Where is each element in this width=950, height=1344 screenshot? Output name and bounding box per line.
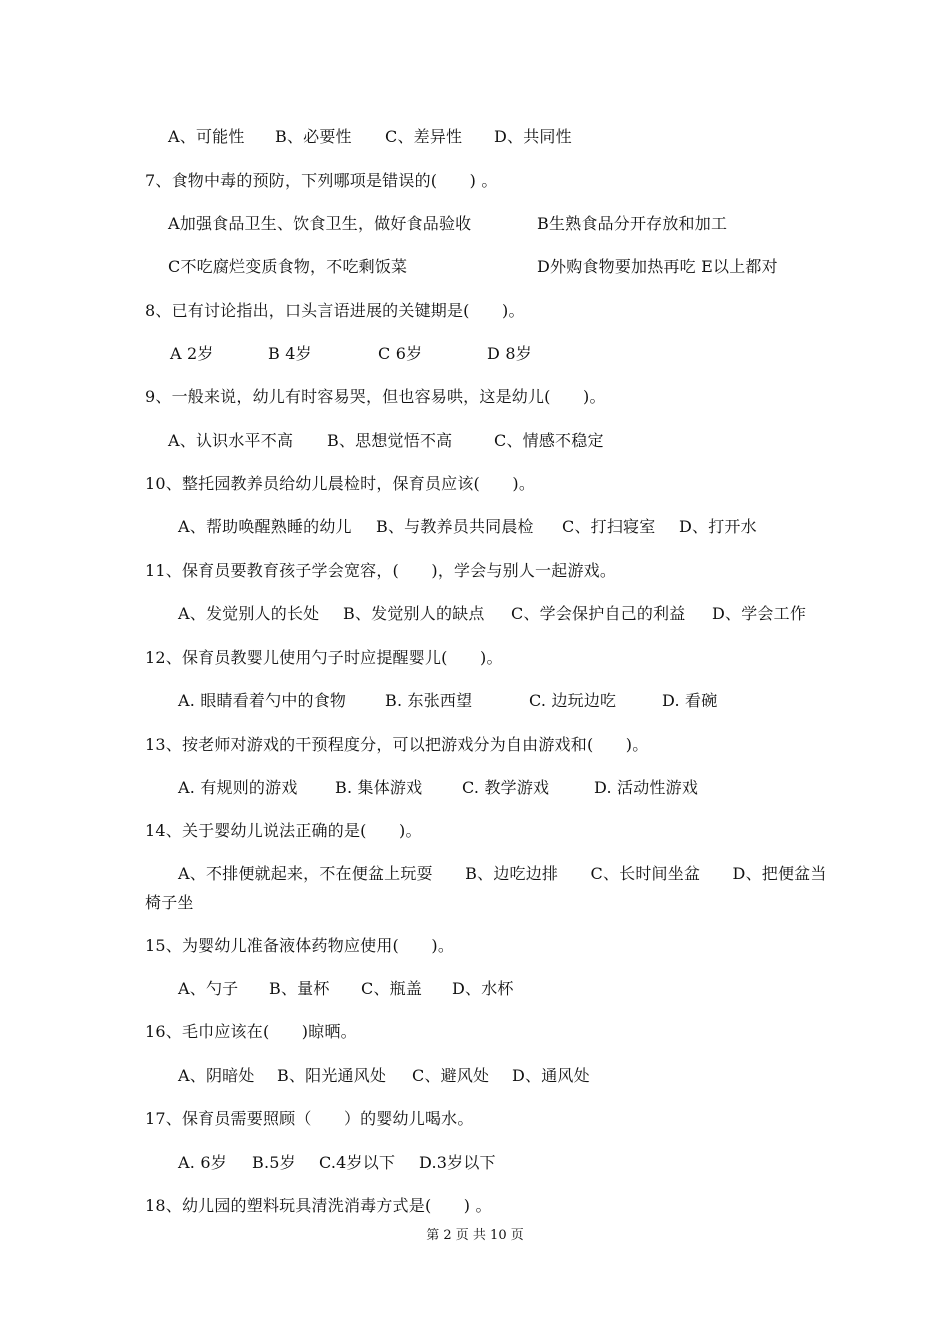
q6-option-a: A、可能性 [168,127,245,146]
q8-option-c: C 6岁 [378,344,423,363]
q12-option-c: C. 边玩边吃 [529,691,617,710]
q11-option-b: B、发觉别人的缺点 [343,604,485,623]
q7-option-a: A加强食品卫生、饮食卫生，做好食品验收 [168,214,472,233]
q8-option-b: B 4岁 [268,344,312,363]
q9-stem: 9、一般来说，幼儿有时容易哭，但也容易哄，这是幼儿( )。 [145,387,606,406]
q6-option-b: B、必要性 [275,127,352,146]
q9-option-a: A、认识水平不高 [168,431,294,450]
q7-stem: 7、食物中毒的预防，下列哪项是错误的( ) 。 [145,171,498,190]
q10-option-c: C、打扫寝室 [562,517,656,536]
q14-options-line: A、不排便就起来，不在便盆上玩耍 B、边吃边排 C、长时间坐盆 D、把便盆当 [178,864,827,883]
q17-option-d: D.3岁以下 [419,1153,496,1172]
q12-option-b: B. 东张西望 [385,691,473,710]
page-number-footer: 第 2 页 共 10 页 [426,1228,524,1243]
q13-stem: 13、按老师对游戏的干预程度分，可以把游戏分为自由游戏和( )。 [145,735,649,754]
q7-option-c: C不吃腐烂变质食物，不吃剩饭菜 [168,257,408,276]
q15-option-d: D、水杯 [452,979,514,998]
q13-option-d: D. 活动性游戏 [594,778,699,797]
q7-option-b: B生熟食品分开存放和加工 [537,214,728,233]
q7-option-d: D外购食物要加热再吃 E以上都对 [537,257,778,276]
q12-stem: 12、保育员教婴儿使用勺子时应提醒婴儿( )。 [145,648,503,667]
q16-option-c: C、避风处 [412,1066,490,1085]
q17-option-c: C.4岁以下 [319,1153,396,1172]
q15-stem: 15、为婴幼儿准备液体药物应使用( )。 [145,936,455,955]
q12-option-d: D. 看碗 [662,691,718,710]
q11-stem: 11、保育员要教育孩子学会宽容，( )，学会与别人一起游戏。 [145,561,617,580]
q10-option-d: D、打开水 [679,517,757,536]
q8-option-a: A 2岁 [170,344,214,363]
q11-option-d: D、学会工作 [712,604,807,623]
q17-stem: 17、保育员需要照顾（ ）的婴幼儿喝水。 [145,1109,474,1128]
q8-stem: 8、已有讨论指出，口头言语进展的关键期是( )。 [145,301,525,320]
q10-option-b: B、与教养员共同晨检 [376,517,534,536]
q17-option-a: A. 6岁 [178,1153,227,1172]
q15-option-b: B、量杯 [269,979,330,998]
q10-option-a: A、帮助唤醒熟睡的幼儿 [178,517,352,536]
q8-option-d: D 8岁 [487,344,532,363]
q9-option-b: B、思想觉悟不高 [327,431,453,450]
q17-option-b: B.5岁 [252,1153,296,1172]
q6-option-d: D、共同性 [494,127,572,146]
q11-option-a: A、发觉别人的长处 [178,604,320,623]
q16-option-a: A、阴暗处 [178,1066,255,1085]
q14-options-wrap: 椅子坐 [145,893,194,912]
q16-stem: 16、毛巾应该在( )晾晒。 [145,1022,357,1041]
q11-option-c: C、学会保护自己的利益 [511,604,686,623]
q16-option-b: B、阳光通风处 [277,1066,387,1085]
q15-option-c: C、瓶盖 [361,979,423,998]
q13-option-c: C. 教学游戏 [462,778,550,797]
q13-option-a: A. 有规则的游戏 [178,778,298,797]
q9-option-c: C、情感不稳定 [494,431,604,450]
q10-stem: 10、整托园教养员给幼儿晨检时，保育员应该( )。 [145,474,536,493]
q6-option-c: C、差异性 [385,127,463,146]
q13-option-b: B. 集体游戏 [335,778,423,797]
q15-option-a: A、勺子 [178,979,239,998]
q18-stem: 18、幼儿园的塑料玩具清洗消毒方式是( ) 。 [145,1196,492,1215]
q16-option-d: D、通风处 [512,1066,590,1085]
q12-option-a: A. 眼睛看着勺中的食物 [178,691,347,710]
q14-stem: 14、关于婴幼儿说法正确的是( )。 [145,821,422,840]
